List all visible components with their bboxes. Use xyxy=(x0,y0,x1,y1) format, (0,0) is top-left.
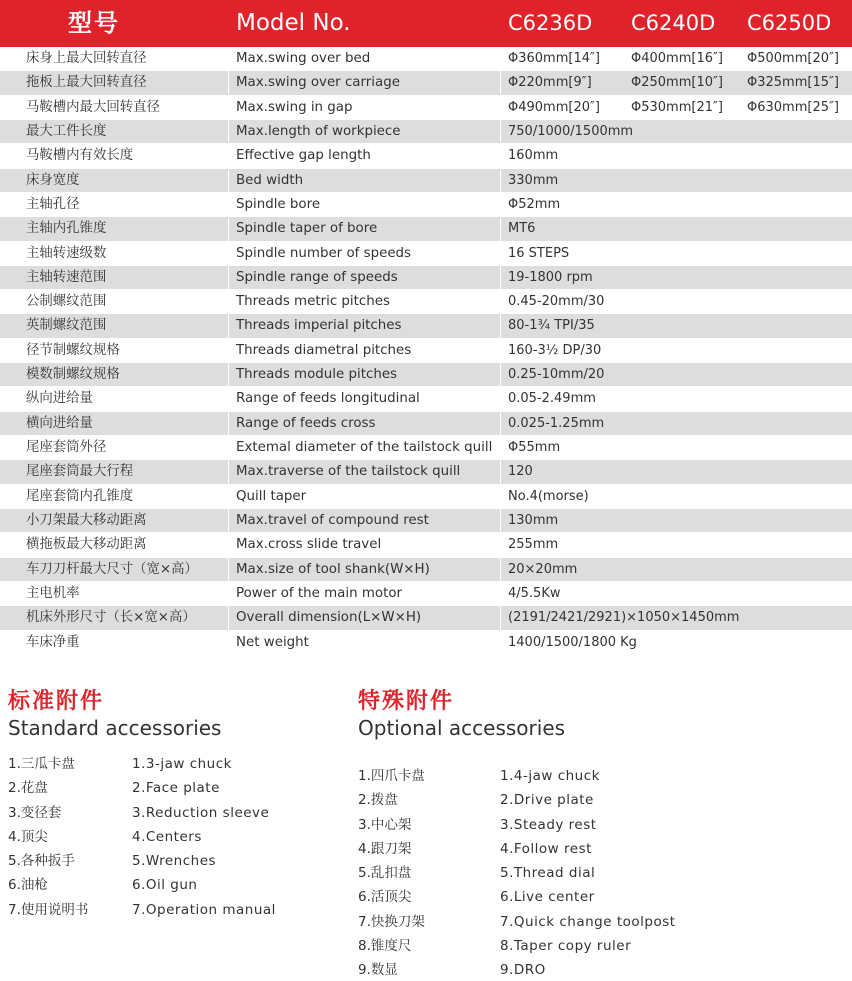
spec-name-en: Range of feeds cross xyxy=(236,415,376,431)
spec-value-c6236d: Φ220mm[9″] xyxy=(508,75,592,91)
spec-name-cn: 马鞍槽内有效长度 xyxy=(26,148,134,164)
spec-name-en: Max.travel of compound rest xyxy=(236,512,429,528)
spec-value-c6236d: 0.05-2.49mm xyxy=(508,391,596,407)
spec-name-en: Overall dimension(L×W×H) xyxy=(236,610,422,626)
accessory-name-cn: 5.各种扳手 xyxy=(8,853,75,870)
spec-name-en: Power of the main motor xyxy=(236,585,403,601)
accessory-name-en: 7.Quick change toolpost xyxy=(500,913,676,930)
accessory-name-cn: 5.乱扣盘 xyxy=(358,865,412,882)
optional-accessories-list xyxy=(358,764,758,981)
spec-value-c6236d: 20×20mm xyxy=(508,561,578,577)
accessory-name-cn: 3.中心架 xyxy=(358,816,412,833)
optional-accessory-item xyxy=(358,910,758,934)
spec-row xyxy=(0,509,852,533)
standard-accessory-item xyxy=(8,776,338,800)
spec-row xyxy=(0,363,852,387)
accessory-name-en: 1.3-jaw chuck xyxy=(132,756,232,772)
spec-name-cn: 径节制螺纹规格 xyxy=(26,342,120,358)
accessory-name-en: 2.Face plate xyxy=(132,780,220,797)
standard-accessory-item xyxy=(8,849,338,873)
optional-accessories-title-cn: 特殊附件 xyxy=(358,689,455,714)
accessory-name-en: 5.Wrenches xyxy=(132,853,217,870)
spec-name-en: Threads diametral pitches xyxy=(236,342,412,358)
spec-name-cn: 尾座套筒内孔锥度 xyxy=(26,488,134,504)
spec-value-c6236d: Φ360mm[14″] xyxy=(508,51,600,66)
spec-row xyxy=(0,242,852,266)
spec-name-en: Threads metric pitches xyxy=(236,294,390,310)
spec-table-header xyxy=(0,0,852,47)
spec-row xyxy=(0,169,852,193)
spec-name-cn: 床身宽度 xyxy=(26,172,80,188)
spec-name-cn: 主轴转速级数 xyxy=(26,245,107,261)
spec-row xyxy=(0,436,852,460)
spec-name-cn: 车刀刀杆最大尺寸（宽×高） xyxy=(26,561,198,577)
spec-value-c6240d: Φ400mm[16″] xyxy=(631,51,723,66)
spec-name-cn: 模数制螺纹规格 xyxy=(26,367,120,383)
accessory-name-en: 2.Drive plate xyxy=(500,792,594,809)
accessory-name-en: 3.Reduction sleeve xyxy=(132,804,270,821)
spec-name-cn: 主轴内孔锥度 xyxy=(26,221,107,237)
accessory-name-en: 3.Steady rest xyxy=(500,816,597,833)
spec-name-cn: 车床净重 xyxy=(26,634,80,650)
spec-name-en: Spindle taper of bore xyxy=(236,221,378,237)
spec-value-c6236d: 1400/1500/1800 Kg xyxy=(508,634,637,650)
accessory-name-cn: 9.数显 xyxy=(358,962,398,979)
spec-row xyxy=(0,314,852,338)
spec-value-c6236d: 19-1800 rpm xyxy=(508,269,593,285)
spec-row xyxy=(0,290,852,314)
spec-row xyxy=(0,412,852,436)
spec-value-c6236d: No.4(morse) xyxy=(508,488,589,504)
optional-accessory-item xyxy=(358,934,758,958)
spec-name-en: Max.traverse of the tailstock quill xyxy=(236,464,461,480)
spec-value-c6250d: Φ630mm[25″] xyxy=(747,99,839,115)
spec-value-c6236d: 330mm xyxy=(508,172,559,188)
spec-value-c6236d: Φ52mm xyxy=(508,196,561,212)
spec-name-cn: 小刀架最大移动距离 xyxy=(26,512,147,528)
spec-name-cn: 主轴转速范围 xyxy=(26,269,107,285)
spec-value-c6236d: 750/1000/1500mm xyxy=(508,123,634,139)
spec-row xyxy=(0,558,852,582)
accessory-name-en: 6.Live center xyxy=(500,889,595,906)
spec-name-en: Effective gap length xyxy=(236,148,371,164)
optional-accessory-item xyxy=(358,813,758,837)
spec-name-cn: 机床外形尺寸（长×宽×高） xyxy=(26,610,196,626)
column-divider xyxy=(228,47,229,655)
header-model-cn: 型号 xyxy=(68,9,120,37)
standard-accessory-item xyxy=(8,752,338,776)
standard-accessory-item xyxy=(8,873,338,897)
spec-name-en: Threads imperial pitches xyxy=(236,318,402,334)
spec-value-c6236d: 160mm xyxy=(508,148,559,164)
spec-value-c6236d: 0.025-1.25mm xyxy=(508,415,605,431)
spec-name-cn: 主电机率 xyxy=(26,585,80,601)
optional-accessory-item xyxy=(358,764,758,788)
column-divider xyxy=(500,47,501,655)
spec-row xyxy=(0,96,852,120)
accessory-name-en: 4.Follow rest xyxy=(500,840,592,857)
header-model-en: Model No. xyxy=(236,10,351,36)
standard-accessory-item xyxy=(8,801,338,825)
accessory-name-en: 5.Thread dial xyxy=(500,865,596,882)
accessory-name-en: 9.DRO xyxy=(500,962,546,979)
optional-accessory-item xyxy=(358,837,758,861)
header-model-c6240d: C6240D xyxy=(631,11,716,35)
spec-name-cn: 主轴孔径 xyxy=(26,196,80,212)
spec-value-c6236d: 4/5.5Kw xyxy=(508,585,561,601)
accessory-name-cn: 8.锥度尺 xyxy=(358,938,412,955)
spec-name-en: Max.length of workpiece xyxy=(236,123,401,139)
spec-row xyxy=(0,120,852,144)
spec-name-cn: 公制螺纹范围 xyxy=(26,294,107,310)
spec-name-cn: 床身上最大回转直径 xyxy=(26,51,147,66)
spec-row xyxy=(0,631,852,655)
accessory-name-cn: 4.顶尖 xyxy=(8,828,48,845)
spec-value-c6236d: 80-1¾ TPI/35 xyxy=(508,318,595,334)
spec-name-cn: 横拖板最大移动距离 xyxy=(26,537,147,553)
spec-row xyxy=(0,71,852,95)
optional-accessories-title-en: Optional accessories xyxy=(358,716,566,740)
optional-accessory-item xyxy=(358,885,758,909)
spec-value-c6236d: 255mm xyxy=(508,537,559,553)
spec-name-en: Max.swing over bed xyxy=(236,51,371,66)
spec-name-en: Spindle number of speeds xyxy=(236,245,412,261)
spec-value-c6236d: Φ55mm xyxy=(508,440,561,455)
spec-name-cn: 马鞍槽内最大回转直径 xyxy=(26,99,160,115)
spec-value-c6236d: 160-3½ DP/30 xyxy=(508,342,602,358)
spec-row xyxy=(0,533,852,557)
spec-name-en: Bed width xyxy=(236,172,304,188)
spec-name-en: Max.size of tool shank(W×H) xyxy=(236,561,430,577)
accessory-name-en: 4.Centers xyxy=(132,828,202,845)
spec-value-c6250d: Φ500mm[20″] xyxy=(747,51,839,66)
accessory-name-cn: 2.花盘 xyxy=(8,780,48,797)
spec-row xyxy=(0,266,852,290)
spec-value-c6236d: Φ490mm[20″] xyxy=(508,99,600,115)
standard-accessories-title-cn: 标准附件 xyxy=(8,689,105,714)
spec-name-en: Spindle range of speeds xyxy=(236,269,398,285)
optional-accessory-item xyxy=(358,958,758,981)
accessory-name-cn: 6.活顶尖 xyxy=(358,889,412,906)
spec-name-en: Extemal diameter of the tailstock quill xyxy=(236,440,493,455)
accessory-name-cn: 7.快换刀架 xyxy=(358,913,425,930)
spec-name-en: Spindle bore xyxy=(236,196,321,212)
spec-value-c6240d: Φ250mm[10″] xyxy=(631,75,723,91)
standard-accessory-item xyxy=(8,825,338,849)
spec-value-c6236d: 0.25-10mm/20 xyxy=(508,367,605,383)
optional-accessory-item xyxy=(358,861,758,885)
spec-name-en: Threads module pitches xyxy=(236,367,398,383)
spec-row xyxy=(0,217,852,241)
accessory-name-cn: 3.变径套 xyxy=(8,804,62,821)
spec-name-cn: 尾座套筒最大行程 xyxy=(26,464,134,480)
spec-name-cn: 英制螺纹范围 xyxy=(26,318,107,334)
accessory-name-cn: 1.四爪卡盘 xyxy=(358,768,425,784)
spec-row xyxy=(0,387,852,411)
spec-value-c6250d: Φ325mm[15″] xyxy=(747,75,839,91)
accessory-name-cn: 4.跟刀架 xyxy=(358,840,412,857)
standard-accessories-title-en: Standard accessories xyxy=(8,716,222,740)
spec-row xyxy=(0,460,852,484)
spec-name-en: Net weight xyxy=(236,634,309,650)
header-model-c6250d: C6250D xyxy=(747,11,832,35)
spec-name-cn: 横向进给量 xyxy=(26,415,93,431)
accessory-name-cn: 7.使用说明书 xyxy=(8,901,89,918)
spec-value-c6240d: Φ530mm[21″] xyxy=(631,99,723,115)
spec-value-c6236d: MT6 xyxy=(508,221,536,237)
accessory-name-cn: 2.拨盘 xyxy=(358,792,398,809)
spec-name-cn: 尾座套筒外径 xyxy=(26,440,107,455)
spec-name-en: Max.swing over carriage xyxy=(236,75,400,91)
spec-value-c6236d: 0.45-20mm/30 xyxy=(508,294,605,310)
spec-value-c6236d: 120 xyxy=(508,464,533,480)
standard-accessories-list xyxy=(8,752,338,922)
standard-accessory-item xyxy=(8,898,338,922)
spec-name-cn: 最大工件长度 xyxy=(26,123,107,139)
optional-accessory-item xyxy=(358,788,758,812)
accessory-name-en: 8.Taper copy ruler xyxy=(500,938,632,955)
spec-row xyxy=(0,485,852,509)
accessory-name-cn: 6.油枪 xyxy=(8,877,48,894)
spec-row xyxy=(0,606,852,630)
accessory-name-en: 6.Oil gun xyxy=(132,877,198,894)
accessory-name-en: 7.Operation manual xyxy=(132,901,276,918)
spec-name-en: Range of feeds longitudinal xyxy=(236,391,420,407)
spec-name-cn: 纵向进给量 xyxy=(26,391,93,407)
spec-name-en: Max.swing in gap xyxy=(236,99,353,115)
spec-row xyxy=(0,339,852,363)
spec-table-body xyxy=(0,47,852,655)
spec-row xyxy=(0,144,852,168)
accessory-name-cn: 1.三瓜卡盘 xyxy=(8,756,75,772)
header-model-c6236d: C6236D xyxy=(508,11,593,35)
spec-row xyxy=(0,193,852,217)
spec-value-c6236d: 16 STEPS xyxy=(508,245,570,261)
spec-row xyxy=(0,47,852,71)
spec-value-c6236d: 130mm xyxy=(508,512,559,528)
spec-name-en: Quill taper xyxy=(236,488,307,504)
spec-value-c6236d: (2191/2421/2921)×1050×1450mm xyxy=(508,610,740,626)
accessory-name-en: 1.4-jaw chuck xyxy=(500,768,600,784)
spec-name-en: Max.cross slide travel xyxy=(236,537,382,553)
spec-name-cn: 拖板上最大回转直径 xyxy=(26,75,147,91)
spec-row xyxy=(0,582,852,606)
